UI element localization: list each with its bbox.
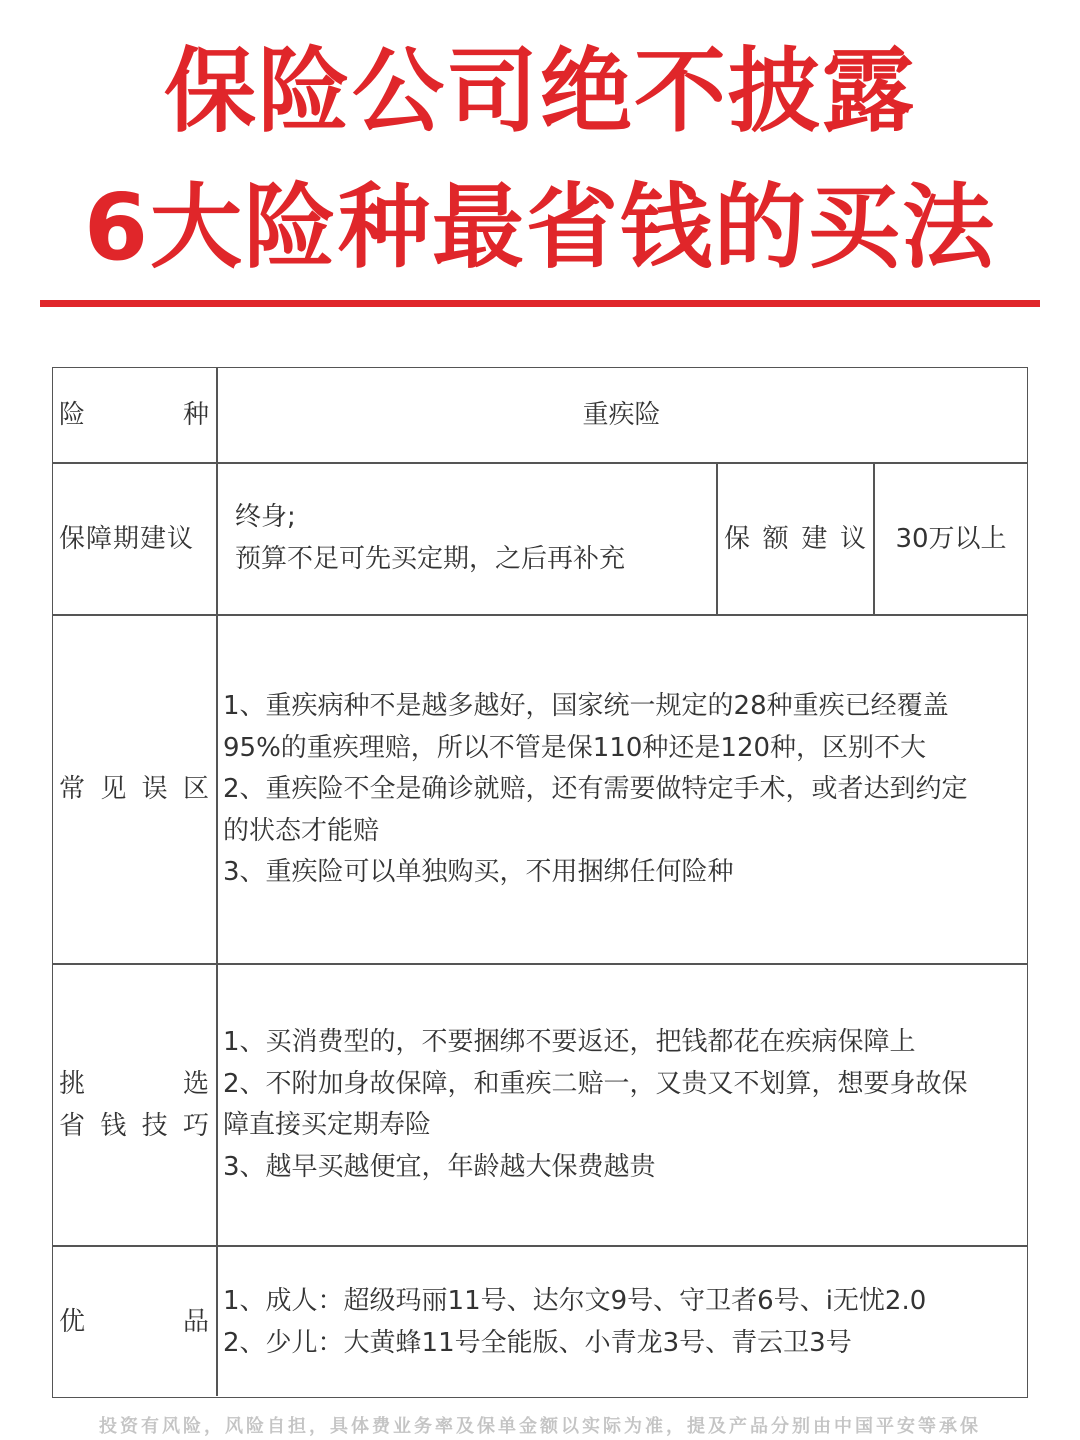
- row-divider: [53, 1245, 1027, 1247]
- label-char: 品: [182, 1307, 209, 1337]
- row-label-saving-tips: [59, 1064, 209, 1147]
- label-char: 种: [182, 400, 209, 430]
- recommended-products-content: [223, 1281, 1023, 1364]
- insurance-info-table: [52, 367, 1028, 1398]
- row-divider: [53, 963, 1027, 965]
- label-line: [59, 1106, 209, 1148]
- content-line: 3、越早买越便宜，年龄越大保费越贵: [223, 1151, 656, 1182]
- row-label-coverage-period: 保障期建议: [59, 524, 195, 554]
- label-char: 挑: [59, 1069, 86, 1099]
- content-line: 1、成人：超级玛丽11号、达尔文9号、守卫者6号、i无忧2.0: [223, 1286, 927, 1316]
- content-line: 1、重疾病种不是越多越好，国家统一规定的28种重疾已经覆盖: [223, 691, 949, 721]
- content-line: 95%的重疾理赔，所以不管是保110种还是120种，区别不大: [223, 732, 927, 763]
- label-char: 钱: [100, 1110, 127, 1141]
- label-column-divider: [216, 368, 218, 1396]
- label-char: 区: [182, 774, 209, 804]
- label-char: 技: [141, 1110, 168, 1141]
- label-char: 保: [724, 524, 751, 554]
- label-char: 误: [141, 774, 168, 804]
- disclaimer-footer: 投资有风险，风险自担，具体费业务率及保单金额以实际为准，提及产品分别由中国平安等承保: [99, 1416, 981, 1437]
- label-char: 巧: [182, 1110, 209, 1141]
- misconceptions-content: [223, 686, 1023, 894]
- content-line: 2、不附加身故保障，和重疾二赔一，又贵又不划算，想要身故保: [223, 1068, 968, 1099]
- label-char: 优: [59, 1307, 86, 1337]
- row-label-misconceptions: [59, 769, 209, 811]
- label-char: 险: [59, 400, 86, 430]
- label-char: 常: [59, 774, 86, 804]
- row-divider: [53, 462, 1027, 464]
- amount-suggestion-label: [724, 519, 866, 561]
- content-line: 的状态才能赔: [223, 815, 380, 846]
- saving-tips-content: [223, 1022, 1023, 1188]
- label-char: 选: [182, 1069, 209, 1099]
- amount-suggestion-value: 30万以上: [895, 524, 1007, 554]
- row-divider: [53, 614, 1027, 616]
- title-line-1: 保险公司绝不披露: [163, 38, 916, 145]
- label-char: 见: [100, 774, 127, 804]
- content-line: 1、买消费型的，不要捆绑不要返还，把钱都花在疾病保障上: [223, 1027, 916, 1057]
- coverage-period-line: 预算不足可先买定期，之后再补充: [235, 543, 626, 574]
- content-line: 3、重疾险可以单独购买，不用捆绑任何险种: [223, 857, 734, 887]
- label-line: [59, 1064, 209, 1106]
- content-line: 障直接买定期寿险: [223, 1110, 432, 1140]
- label-char: 议: [839, 524, 866, 554]
- row-label-recommended-products: [59, 1302, 209, 1344]
- label-char: 建: [801, 524, 828, 554]
- title-underline-divider: [40, 300, 1040, 307]
- content-line: 2、重疾险不全是确诊就赔，还有需要做特定手术，或者达到约定: [223, 774, 968, 804]
- label-char: 额: [762, 524, 789, 554]
- insurance-type-value: 重疾险: [582, 400, 661, 430]
- label-char: 省: [59, 1110, 86, 1141]
- content-line: 2、少儿：大黄蜂11号全能版、小青龙3号、青云卫3号: [223, 1327, 852, 1358]
- period-amount-divider: [716, 462, 718, 614]
- coverage-period-value: [235, 497, 705, 580]
- title-line-2: 6大险种最省钱的买法: [83, 174, 996, 281]
- coverage-period-line: 终身;: [235, 502, 296, 532]
- row-label-insurance-type: [59, 395, 209, 437]
